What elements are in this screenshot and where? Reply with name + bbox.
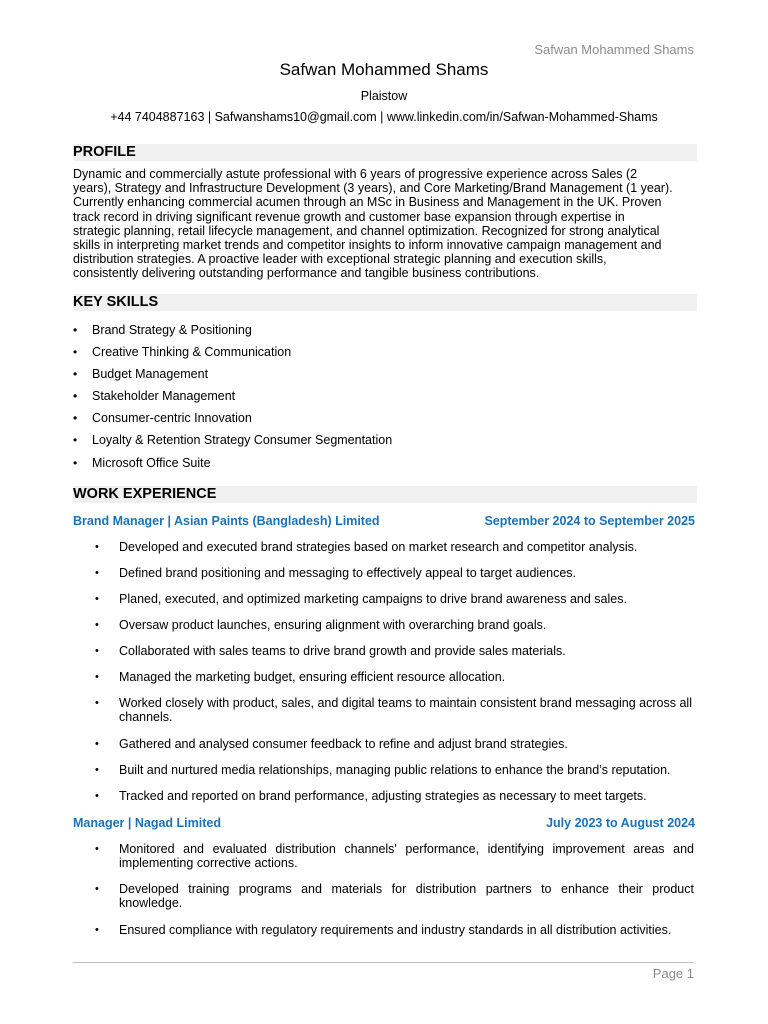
bullet-text: Ensured compliance with regulatory requirements and industry standards in all distribution activities. [119, 923, 672, 937]
list-item [95, 618, 694, 644]
list-item [95, 789, 694, 815]
candidate-name: Safwan Mohammed Shams [279, 60, 489, 79]
profile-line: distribution strategies. A proactive leader with exceptional strategic planning and execution skills, [73, 252, 607, 267]
skill-text: Creative Thinking & Communication [92, 345, 292, 360]
profile-line: skills in interpreting market trends and competitor insights to inform innovative campaign management and [73, 238, 662, 253]
skill-text: Microsoft Office Suite [92, 455, 211, 470]
page-number: Page 1 [652, 966, 694, 981]
bullet-icon: • [95, 924, 99, 936]
job-dates: July 2023 to August 2024 [546, 816, 695, 830]
bullet-text: Worked closely with product, sales, and digital teams to maintain consistent brand messaging across all channels. [119, 696, 692, 724]
list-item [95, 696, 694, 737]
job-bullets [95, 842, 694, 943]
bullet-icon: • [95, 843, 99, 855]
bullet-text: Planed, executed, and optimized marketing campaigns to drive brand awareness and sales. [119, 592, 627, 606]
skill-text: Loyalty & Retention Strategy Consumer Segmentation [92, 433, 393, 448]
list-item [73, 388, 392, 410]
bullet-icon: • [95, 697, 99, 709]
profile-summary [73, 167, 697, 281]
list-item [73, 322, 392, 344]
section-title: PROFILE [73, 144, 136, 160]
bullet-icon: • [95, 790, 99, 802]
bullet-icon: • [95, 764, 99, 776]
bullet-icon: • [73, 345, 78, 360]
experience-section-header [73, 486, 697, 503]
skill-text: Budget Management [92, 367, 209, 382]
bullet-icon: • [95, 619, 99, 631]
bullet-icon: • [73, 323, 78, 337]
job-bullets [95, 540, 694, 815]
list-item [95, 923, 694, 943]
profile-line: track record in driving significant revenue growth and customer base expansion through expertise in [73, 209, 625, 224]
bullet-icon: • [95, 567, 99, 579]
bullet-icon: • [73, 433, 78, 448]
profile-line: strategic planning, retail lifecycle management, and channel optimization. Recognized for strong analytical [73, 223, 660, 238]
list-item [95, 842, 694, 882]
contact-line: +44 7404887163 | Safwanshams10@gmail.com | www.linkedin.com/in/Safwan-Mohammed-Shams [110, 110, 658, 124]
bullet-icon: • [73, 411, 78, 426]
profile-line: Dynamic and commercially astute professional with 6 years of progressive experience across Sales (2 [73, 167, 638, 181]
list-item [95, 882, 694, 923]
footer-divider [73, 962, 694, 963]
bullet-text: Developed and executed brand strategies based on market research and competitor analysis. [119, 540, 638, 554]
list-item [73, 432, 392, 454]
bullet-icon: • [73, 455, 78, 470]
bullet-text: Gathered and analysed consumer feedback to refine and adjust brand strategies. [119, 737, 568, 751]
job-role: Brand Manager | Asian Paints (Bangladesh) Limited [73, 514, 380, 528]
skill-text: Brand Strategy & Positioning [92, 323, 252, 337]
bullet-icon: • [95, 541, 99, 553]
bullet-icon: • [95, 671, 99, 683]
list-item [73, 455, 392, 477]
candidate-location: Plaistow [360, 89, 408, 103]
bullet-text: Tracked and reported on brand performance, adjusting strategies as necessary to meet targets. [119, 789, 647, 803]
bullet-text: Developed training programs and materials for distribution partners to enhance their product knowledge. [119, 882, 694, 910]
skill-text: Stakeholder Management [92, 389, 236, 404]
bullet-icon: • [95, 593, 99, 605]
profile-line: years), Strategy and Infrastructure Development (3 years), and Core Marketing/Brand Management (1 year). [73, 181, 673, 196]
skills-list [73, 322, 392, 477]
list-item [73, 366, 392, 388]
bullet-text: Monitored and evaluated distribution channels' performance, identifying improvement areas and implementing corrective actions. [119, 842, 694, 870]
bullet-text: Collaborated with sales teams to drive brand growth and provide sales materials. [119, 644, 566, 658]
list-item [95, 540, 694, 566]
list-item [73, 344, 392, 366]
skill-text: Consumer-centric Innovation [92, 411, 252, 426]
list-item [95, 592, 694, 618]
bullet-text: Managed the marketing budget, ensuring efficient resource allocation. [119, 670, 506, 684]
section-title: KEY SKILLS [73, 294, 159, 310]
list-item [95, 566, 694, 592]
bullet-icon: • [95, 883, 99, 895]
list-item [95, 644, 694, 670]
bullet-icon: • [73, 367, 78, 382]
list-item [95, 763, 694, 789]
list-item [73, 410, 392, 432]
running-header-name: Safwan Mohammed Shams [534, 42, 694, 57]
bullet-text: Defined brand positioning and messaging to effectively appeal to target audiences. [119, 566, 577, 580]
bullet-icon: • [95, 738, 99, 750]
profile-line: Currently enhancing commercial acumen through an MSc in Business and Management in the UK. Proven [73, 195, 662, 210]
job-dates: September 2024 to September 2025 [484, 514, 695, 528]
profile-line: consistently delivering outstanding performance and tangible business contributions. [73, 266, 540, 281]
bullet-icon: • [95, 645, 99, 657]
list-item [95, 737, 694, 763]
bullet-text: Oversaw product launches, ensuring alignment with overarching brand goals. [119, 618, 547, 632]
list-item [95, 670, 694, 696]
bullet-icon: • [73, 389, 78, 404]
profile-section-header [73, 144, 697, 161]
job-role: Manager | Nagad Limited [73, 816, 221, 830]
bullet-text: Built and nurtured media relationships, managing public relations to enhance the brand’s reputation. [119, 763, 671, 777]
section-title: WORK EXPERIENCE [73, 486, 217, 502]
skills-section-header [73, 294, 697, 311]
